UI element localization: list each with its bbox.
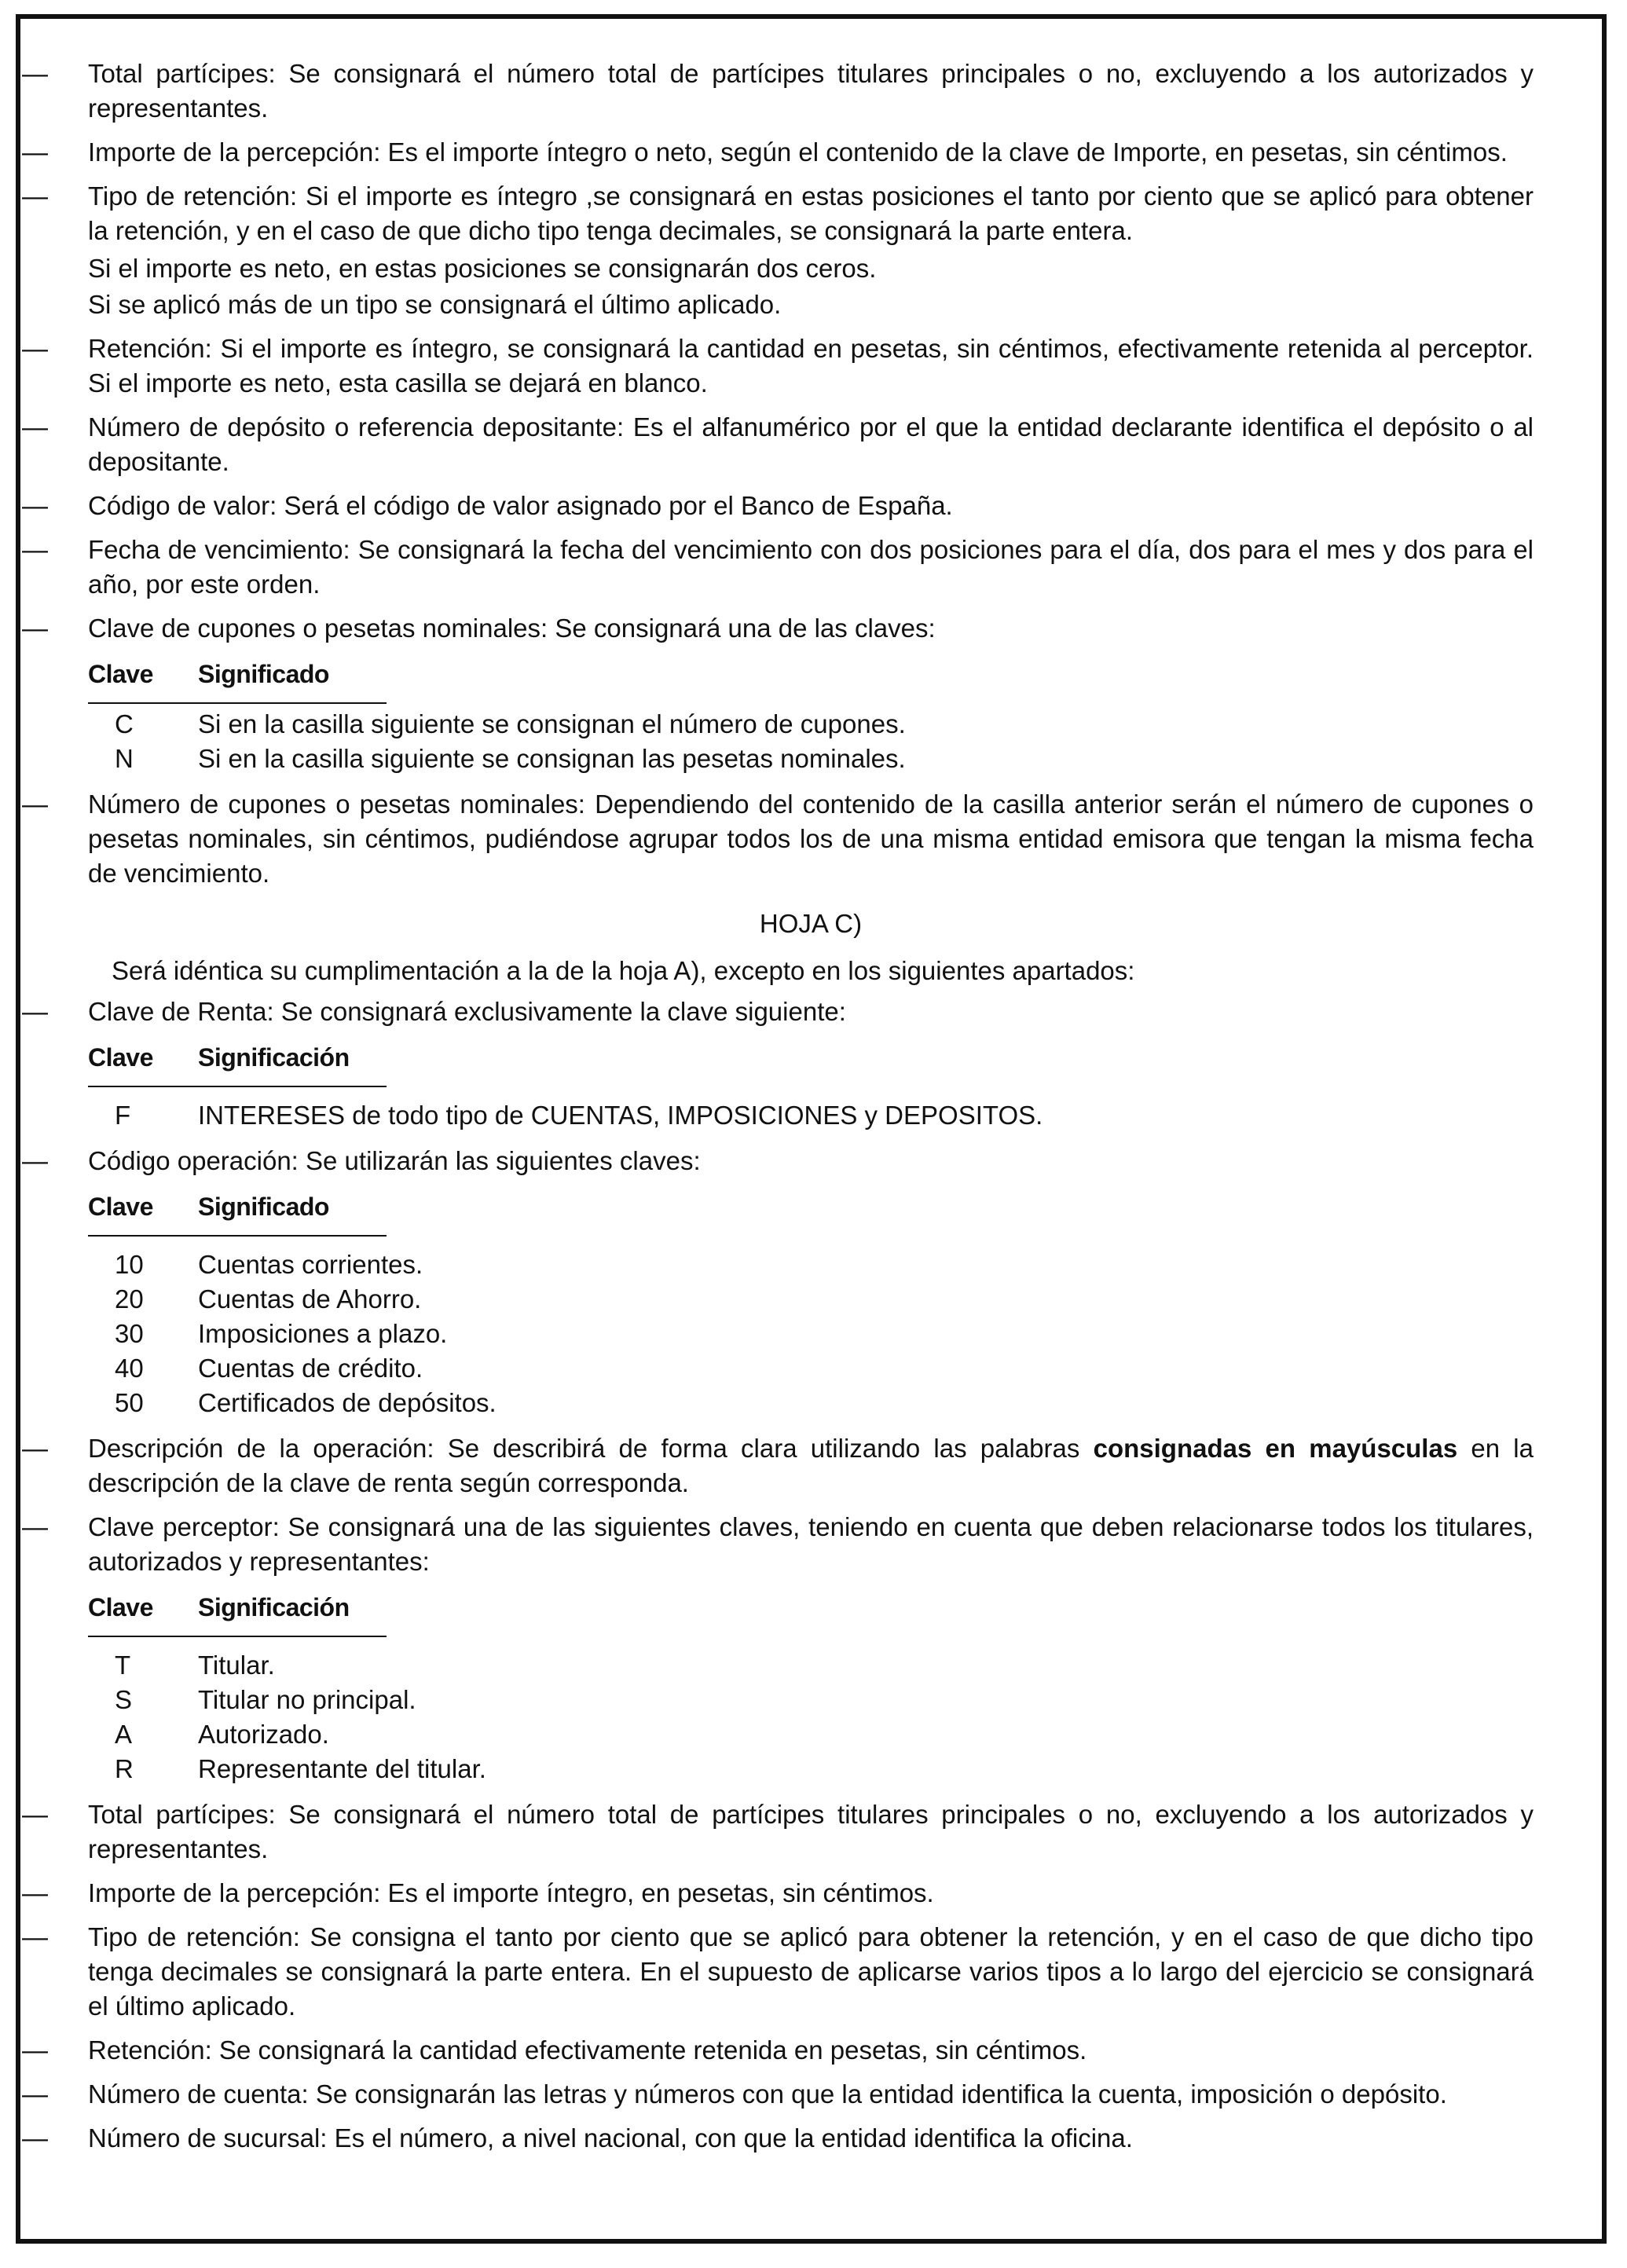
table-row	[88, 1248, 1534, 1282]
cell-clave: 40	[115, 1354, 144, 1383]
item-text-part: Descripción de la operación: Se describirá de forma clara utilizando las palabras	[88, 1434, 1094, 1463]
list-item: — Descripción de la operación: Se describirá de forma clara utilizando las palabras consignadas en mayúsculas en la descripción de la clave de renta según corresponda.	[88, 1431, 1534, 1500]
table-header	[88, 1040, 387, 1075]
item-text	[88, 1431, 1534, 1500]
note-line: Si se aplicó más de un tipo se consignará el último aplicado.	[88, 290, 782, 319]
list-item: — Retención: Se consignará la cantidad efectivamente retenida en pesetas, sin céntimos.	[88, 2033, 1534, 2068]
item-text: Fecha de vencimiento: Se consignará la fecha del vencimiento con dos posiciones para el día, dos para el mes y dos para el año, por este orden.	[88, 535, 1534, 599]
item-text: Tipo de retención: Se consigna el tanto por ciento que se aplicó para obtener la retención, y en el caso de que dicho tipo tenga decimales se consignará la parte entera. En el supuesto de aplicarse varios tipos a lo largo del ejercicio se consignará el último aplicado.	[88, 1922, 1534, 2021]
table-row	[88, 1282, 1534, 1317]
list-item: — Clave perceptor: Se consignará una de las siguientes claves, teniendo en cuenta que deben relacionarse todos los titulares, autorizados y representantes:	[88, 1510, 1534, 1579]
cell-clave: N	[115, 744, 134, 773]
item-text: Retención: Se consignará la cantidad efectivamente retenida en pesetas, sin céntimos.	[88, 2035, 1087, 2065]
table-row	[88, 1386, 1534, 1420]
list-item: — Número de cupones o pesetas nominales: Dependiendo del contenido de la casilla anterior serán el número de cupones o pesetas nominales, sin céntimos, pudiéndose agrupar todos los de una misma entidad emisora que tengan la misma fecha de vencimiento.	[88, 787, 1534, 891]
cell-significado: Cuentas de Ahorro.	[198, 1284, 422, 1314]
cell-clave: 10	[115, 1250, 144, 1279]
item-text: Tipo de retención: Si el importe es íntegro ,se consignará en estas posiciones el tanto por ciento que se aplicó para obtener la retención, y en el caso de que dicho tipo tenga decimales, se consignará la parte entera.	[88, 181, 1534, 245]
item-text: Número de cuenta: Se consignarán las letras y números con que la entidad identifica la cuenta, imposición o depósito.	[88, 2079, 1447, 2109]
header-clave: Clave	[88, 660, 153, 688]
table-header	[88, 1590, 387, 1625]
item-text-bold: consignadas en mayúsculas	[1093, 1434, 1458, 1463]
table-row	[88, 1683, 1534, 1717]
header-rule	[88, 702, 387, 704]
item-text: Código operación: Se utilizarán las siguientes claves:	[88, 1146, 701, 1175]
cell-significado: Imposiciones a plazo.	[198, 1319, 448, 1348]
section-intro: Será idéntica su cumplimentación a la de la hoja A), excepto en los siguientes apartados:	[112, 956, 1135, 985]
header-clave: Clave	[88, 1593, 153, 1621]
cell-clave: R	[115, 1754, 134, 1783]
list-item: — Total partícipes: Se consignará el número total de partícipes titulares principales o no, excluyendo a los autorizados y representantes.	[88, 57, 1534, 126]
item-text: Importe de la percepción: Es el importe íntegro o neto, según el contenido de la clave de Importe, en pesetas, sin céntimos.	[88, 137, 1508, 167]
item-text: Retención: Si el importe es íntegro, se consignará la cantidad en pesetas, sin céntimos, efectivamente retenida al perceptor. Si el importe es neto, esta casilla se dejará en blanco.	[88, 334, 1534, 398]
list-item: — Clave de cupones o pesetas nominales: Se consignará una de las claves:	[88, 611, 1534, 646]
table-cupones	[88, 657, 387, 704]
table-row	[88, 707, 1534, 742]
cell-significado: Representante del titular.	[198, 1754, 486, 1783]
table-row	[88, 1717, 1534, 1752]
list-item: — Total partícipes: Se consignará el número total de partícipes titulares principales o no, excluyendo a los autorizados y representantes.	[88, 1797, 1534, 1867]
header-significacion: Significación	[198, 1593, 350, 1621]
cell-clave: 50	[115, 1388, 144, 1417]
list-item: — Importe de la percepción: Es el importe íntegro o neto, según el contenido de la clave de Importe, en pesetas, sin céntimos.	[88, 135, 1534, 170]
item-text: Clave de cupones o pesetas nominales: Se consignará una de las claves:	[88, 614, 936, 643]
list-item: — Código operación: Se utilizarán las siguientes claves:	[88, 1144, 1534, 1178]
item-text: Código de valor: Será el código de valor asignado por el Banco de España.	[88, 491, 953, 520]
table-operacion	[88, 1189, 1534, 1420]
table-row	[88, 1098, 1534, 1133]
table-row	[88, 1351, 1534, 1386]
item-text: Número de cupones o pesetas nominales: Dependiendo del contenido de la casilla anterior serán el número de cupones o pesetas nominales, sin céntimos, pudiéndose agrupar todos los de una misma entidad emisora que tengan la misma fecha de vencimiento.	[88, 790, 1534, 888]
table-header	[88, 1189, 387, 1224]
header-clave: Clave	[88, 1193, 153, 1221]
header-rule	[88, 1636, 387, 1637]
cell-clave: T	[115, 1651, 131, 1680]
item-text: Importe de la percepción: Es el importe íntegro, en pesetas, sin céntimos.	[88, 1878, 934, 1907]
header-clave: Clave	[88, 1043, 153, 1072]
table-row	[88, 742, 1534, 776]
item-text: Número de depósito o referencia depositante: Es el alfanumérico por el que la entidad declarante identifica el depósito o al depositante.	[88, 412, 1534, 476]
table-row	[88, 1317, 1534, 1351]
item-text: Total partícipes: Se consignará el número total de partícipes titulares principales o no, excluyendo a los autorizados y representantes.	[88, 59, 1534, 123]
cell-significado: Autorizado.	[198, 1720, 329, 1749]
item-text: Clave de Renta: Se consignará exclusivamente la clave siguiente:	[88, 997, 846, 1026]
table-header	[88, 657, 387, 691]
table-row	[88, 1752, 1534, 1786]
table-cupones-rows	[88, 707, 1534, 776]
list-item: — Tipo de retención: Si el importe es íntegro ,se consignará en estas posiciones el tanto por ciento que se aplicó para obtener la retención, y en el caso de que dicho tipo tenga decimales, se consignará la parte entera.	[88, 179, 1534, 248]
list-item: — Tipo de retención: Se consigna el tanto por ciento que se aplicó para obtener la retención, y en el caso de que dicho tipo tenga decimales se consignará la parte entera. En el supuesto de aplicarse varios tipos a lo largo del ejercicio se consignará el último aplicado.	[88, 1920, 1534, 2024]
cell-clave: A	[115, 1720, 133, 1749]
note-line: Si el importe es neto, en estas posiciones se consignarán dos ceros.	[88, 254, 877, 283]
list-item: — Clave de Renta: Se consignará exclusivamente la clave siguiente:	[88, 995, 1534, 1029]
table-row	[88, 1648, 1534, 1683]
item-text-part: en la descripción de la clave de renta según corresponda.	[88, 1434, 1534, 1497]
list-item: — Número de cuenta: Se consignarán las letras y números con que la entidad identifica la cuenta, imposición o depósito.	[88, 2077, 1534, 2112]
item-text: Clave perceptor: Se consignará una de las siguientes claves, teniendo en cuenta que deben relacionarse todos los titulares, autorizados y representantes:	[88, 1512, 1534, 1576]
cell-significado: INTERESES de todo tipo de CUENTAS, IMPOSICIONES y DEPOSITOS.	[198, 1101, 1043, 1130]
list-item: — Fecha de vencimiento: Se consignará la fecha del vencimiento con dos posiciones para el día, dos para el mes y dos para el año, por este orden.	[88, 533, 1534, 602]
cell-clave: 20	[115, 1284, 144, 1314]
document-body	[22, 57, 1534, 2165]
list-item: — Retención: Si el importe es íntegro, se consignará la cantidad en pesetas, sin céntimos, efectivamente retenida al perceptor. Si el importe es neto, esta casilla se dejará en blanco.	[88, 332, 1534, 401]
table-renta	[88, 1040, 1534, 1133]
table-perceptor	[88, 1590, 1534, 1786]
cell-significado: Si en la casilla siguiente se consignan las pesetas nominales.	[198, 744, 906, 773]
cell-clave: 30	[115, 1319, 144, 1348]
cell-significado: Si en la casilla siguiente se consignan el número de cupones.	[198, 709, 906, 738]
cell-significado: Titular no principal.	[198, 1685, 416, 1714]
item-text: Total partícipes: Se consignará el número total de partícipes titulares principales o no, excluyendo a los autorizados y representantes.	[88, 1800, 1534, 1863]
cell-significado: Titular.	[198, 1651, 275, 1680]
header-rule	[88, 1086, 387, 1087]
header-significado: Significado	[198, 660, 329, 688]
list-item: — Código de valor: Será el código de valor asignado por el Banco de España.	[88, 489, 1534, 523]
cell-clave: F	[115, 1101, 131, 1130]
header-significacion: Significación	[198, 1043, 350, 1072]
cell-clave: C	[115, 709, 134, 738]
cell-significado: Cuentas corrientes.	[198, 1250, 423, 1279]
list-item: — Número de sucursal: Es el número, a nivel nacional, con que la entidad identifica la oficina.	[88, 2121, 1534, 2156]
cell-clave: S	[115, 1685, 133, 1714]
list-item: — Importe de la percepción: Es el importe íntegro, en pesetas, sin céntimos.	[88, 1876, 1534, 1911]
section-title: HOJA C)	[759, 909, 863, 938]
list-item: — Número de depósito o referencia depositante: Es el alfanumérico por el que la entidad declarante identifica el depósito o al depositante.	[88, 410, 1534, 479]
header-rule	[88, 1235, 387, 1237]
header-significado: Significado	[198, 1193, 329, 1221]
cell-significado: Certificados de depósitos.	[198, 1388, 497, 1417]
cell-significado: Cuentas de crédito.	[198, 1354, 423, 1383]
item-text: Número de sucursal: Es el número, a nivel nacional, con que la entidad identifica la oficina.	[88, 2123, 1133, 2153]
